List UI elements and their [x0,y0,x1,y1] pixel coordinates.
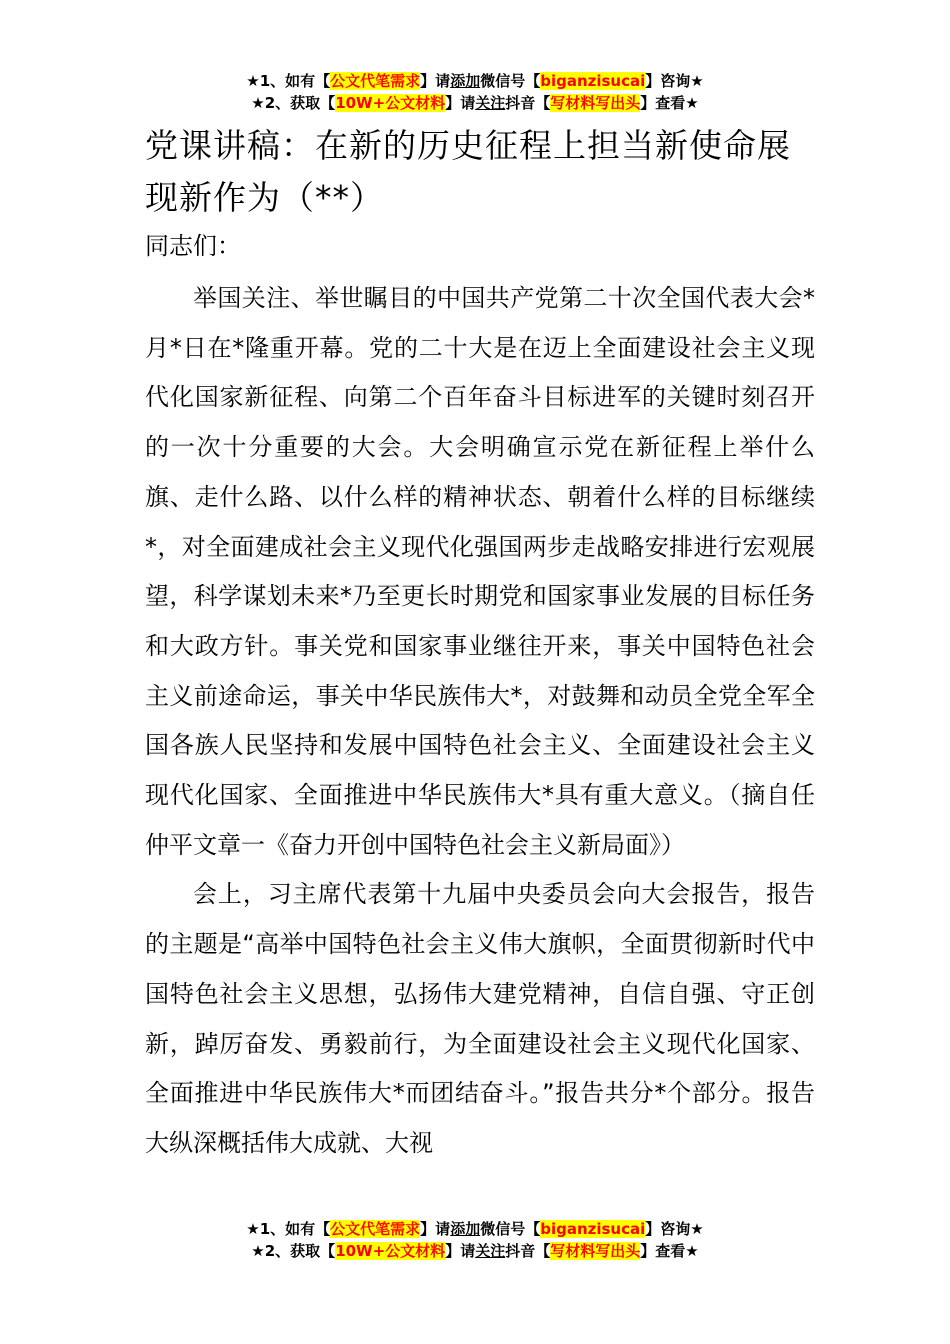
paragraph: 会上，习主席代表第十九届中央委员会向大会报告，报告的主题是“高举中国特色社会主义伟大旗帜，全面贯彻新时代中国特色社会主义思想，弘扬伟大建党精神，自信自强、守正创新，踔厉奋发、勇毅前行，为全面建设社会主义现代化国家、全面推进中华民族伟大*而团结奋斗。”报告共分*个部分。报告大纵深概括伟大成就、大视 [145,880,815,1157]
footer-banner [0,1218,950,1262]
banner-underlined-text: 添加 [450,1220,481,1238]
banner-text: ★1、如有【 [246,1220,331,1238]
banner-text: 】查看★ [640,94,699,112]
banner-highlight: 10W+公文材料 [335,1242,446,1260]
document-body [145,274,815,1169]
greeting: 同志们： [145,232,241,260]
banner-highlight: 公文代笔需求 [330,1220,421,1238]
banner-text: ★1、如有【 [246,72,331,90]
header-banner [0,70,950,114]
banner-highlight: biganzisucai [540,1220,646,1238]
banner-line-2 [0,1240,950,1262]
banner-highlight: 写材料写出头 [550,94,641,112]
banner-text: 】查看★ [640,1242,699,1260]
banner-underlined-text: 添加 [450,72,481,90]
banner-text: ★2、获取【 [251,1242,336,1260]
banner-line-2 [0,92,950,114]
banner-highlight: 写材料写出头 [550,1242,641,1260]
banner-underlined-text: 关注 [475,94,506,112]
banner-text: 】咨询★ [645,72,704,90]
banner-text: 】请 [445,1242,476,1260]
banner-highlight: biganzisucai [540,72,646,90]
banner-highlight: 10W+公文材料 [335,94,446,112]
banner-text: ★2、获取【 [251,94,336,112]
banner-text: 抖音【 [505,1242,551,1260]
banner-text: 】请 [420,72,451,90]
banner-text: 抖音【 [505,94,551,112]
banner-line-1 [0,70,950,92]
banner-text: 】请 [445,94,476,112]
banner-text: 微信号【 [480,72,541,90]
paragraph: 举国关注、举世瞩目的中国共产党第二十次全国代表大会*月*日在*隆重开幕。党的二十大是在迈上全面建设社会主义现代化国家新征程、向第二个百年奋斗目标进军的关键时刻召开的一次十分重要的大会。大会明确宣示党在新征程上举什么旗、走什么路、以什么样的精神状态、朝着什么样的目标继续*，对全面建成社会主义现代化强国两步走战略安排进行宏观展望，科学谋划未来*乃至更长时期党和国家事业发展的目标任务和大政方针。事关党和国家事业继往开来，事关中国特色社会主义前途命运，事关中华民族伟大*，对鼓舞和动员全党全军全国各族人民坚持和发展中国特色社会主义、全面建设社会主义现代化国家、全面推进中华民族伟大*具有重大意义。（摘自任仲平文章一《奋力开创中国特色社会主义新局面》） [145,284,815,859]
document-title: 党课讲稿：在新的历史征程上担当新使命展现新作为（**） [145,126,791,217]
banner-line-1 [0,1218,950,1240]
banner-text: 微信号【 [480,1220,541,1238]
banner-underlined-text: 关注 [475,1242,506,1260]
banner-highlight: 公文代笔需求 [330,72,421,90]
banner-text: 】请 [420,1220,451,1238]
banner-text: 】咨询★ [645,1220,704,1238]
